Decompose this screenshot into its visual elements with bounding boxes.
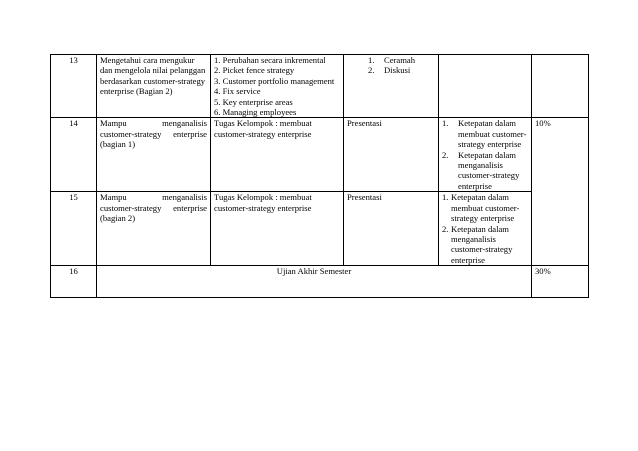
method-item: 2. Diskusi [368, 65, 411, 76]
criteria-cell [439, 192, 532, 266]
table-row [51, 192, 589, 266]
criteria-cell [439, 55, 532, 118]
table-row [51, 55, 589, 118]
criteria-item: 2. Ketepatan dalam menganalisis customer-strategy enterprise [442, 223, 513, 265]
method-item: 1. Ceramah [368, 55, 416, 65]
ability-cell: Mampu menganalisis customer-strategy enterprise (bagian 2) [97, 192, 211, 266]
material-item: 5. Key enterprise areas [214, 96, 293, 107]
material-cell [211, 55, 344, 118]
ability-cell: Mampu menganalisis customer-strategy enterprise (bagian 1) [97, 118, 211, 192]
material-item: 1. Perubahan secara inkremental [214, 55, 326, 65]
method-cell: Presentasi [344, 118, 439, 192]
material-item: 2. Picket fence strategy [214, 65, 295, 76]
weight-cell: 10% [532, 118, 589, 266]
meeting-number: 15 [51, 192, 97, 266]
method-cell: Presentasi [344, 192, 439, 266]
method-cell [344, 55, 439, 118]
criteria-item: 1. Ketepatan dalam membuat customer-strategy enterprise [442, 118, 527, 150]
weight-cell: 30% [532, 266, 589, 298]
meeting-number: 13 [51, 55, 97, 118]
material-cell: Tugas Kelompok : membuat customer-strategy enterprise [211, 192, 344, 266]
material-item: 4. Fix service [214, 86, 261, 97]
material-item: 6. Managing employees [214, 107, 297, 118]
criteria-cell [439, 118, 532, 192]
criteria-item: 1. Ketepatan dalam membuat customer-strategy enterprise [442, 192, 520, 224]
material-cell: Tugas Kelompok : membuat customer-strategy enterprise [211, 118, 344, 192]
table-row [51, 266, 589, 298]
lesson-plan-table [50, 54, 589, 298]
exam-cell: Ujian Akhir Semester [97, 266, 532, 298]
meeting-number: 14 [51, 118, 97, 192]
table-row [51, 118, 589, 192]
weight-cell [532, 55, 589, 118]
criteria-item: 2. Ketepatan dalam menganalisis customer-strategy enterprise [442, 149, 520, 191]
material-item: 3. Customer portfolio management [214, 75, 335, 86]
meeting-number: 16 [51, 266, 97, 298]
ability-cell: Mengetahui cara mengukur dan mengelola nilai pelanggan berdasarkan customer-strategy enterprise (Bagian 2) [97, 55, 211, 118]
